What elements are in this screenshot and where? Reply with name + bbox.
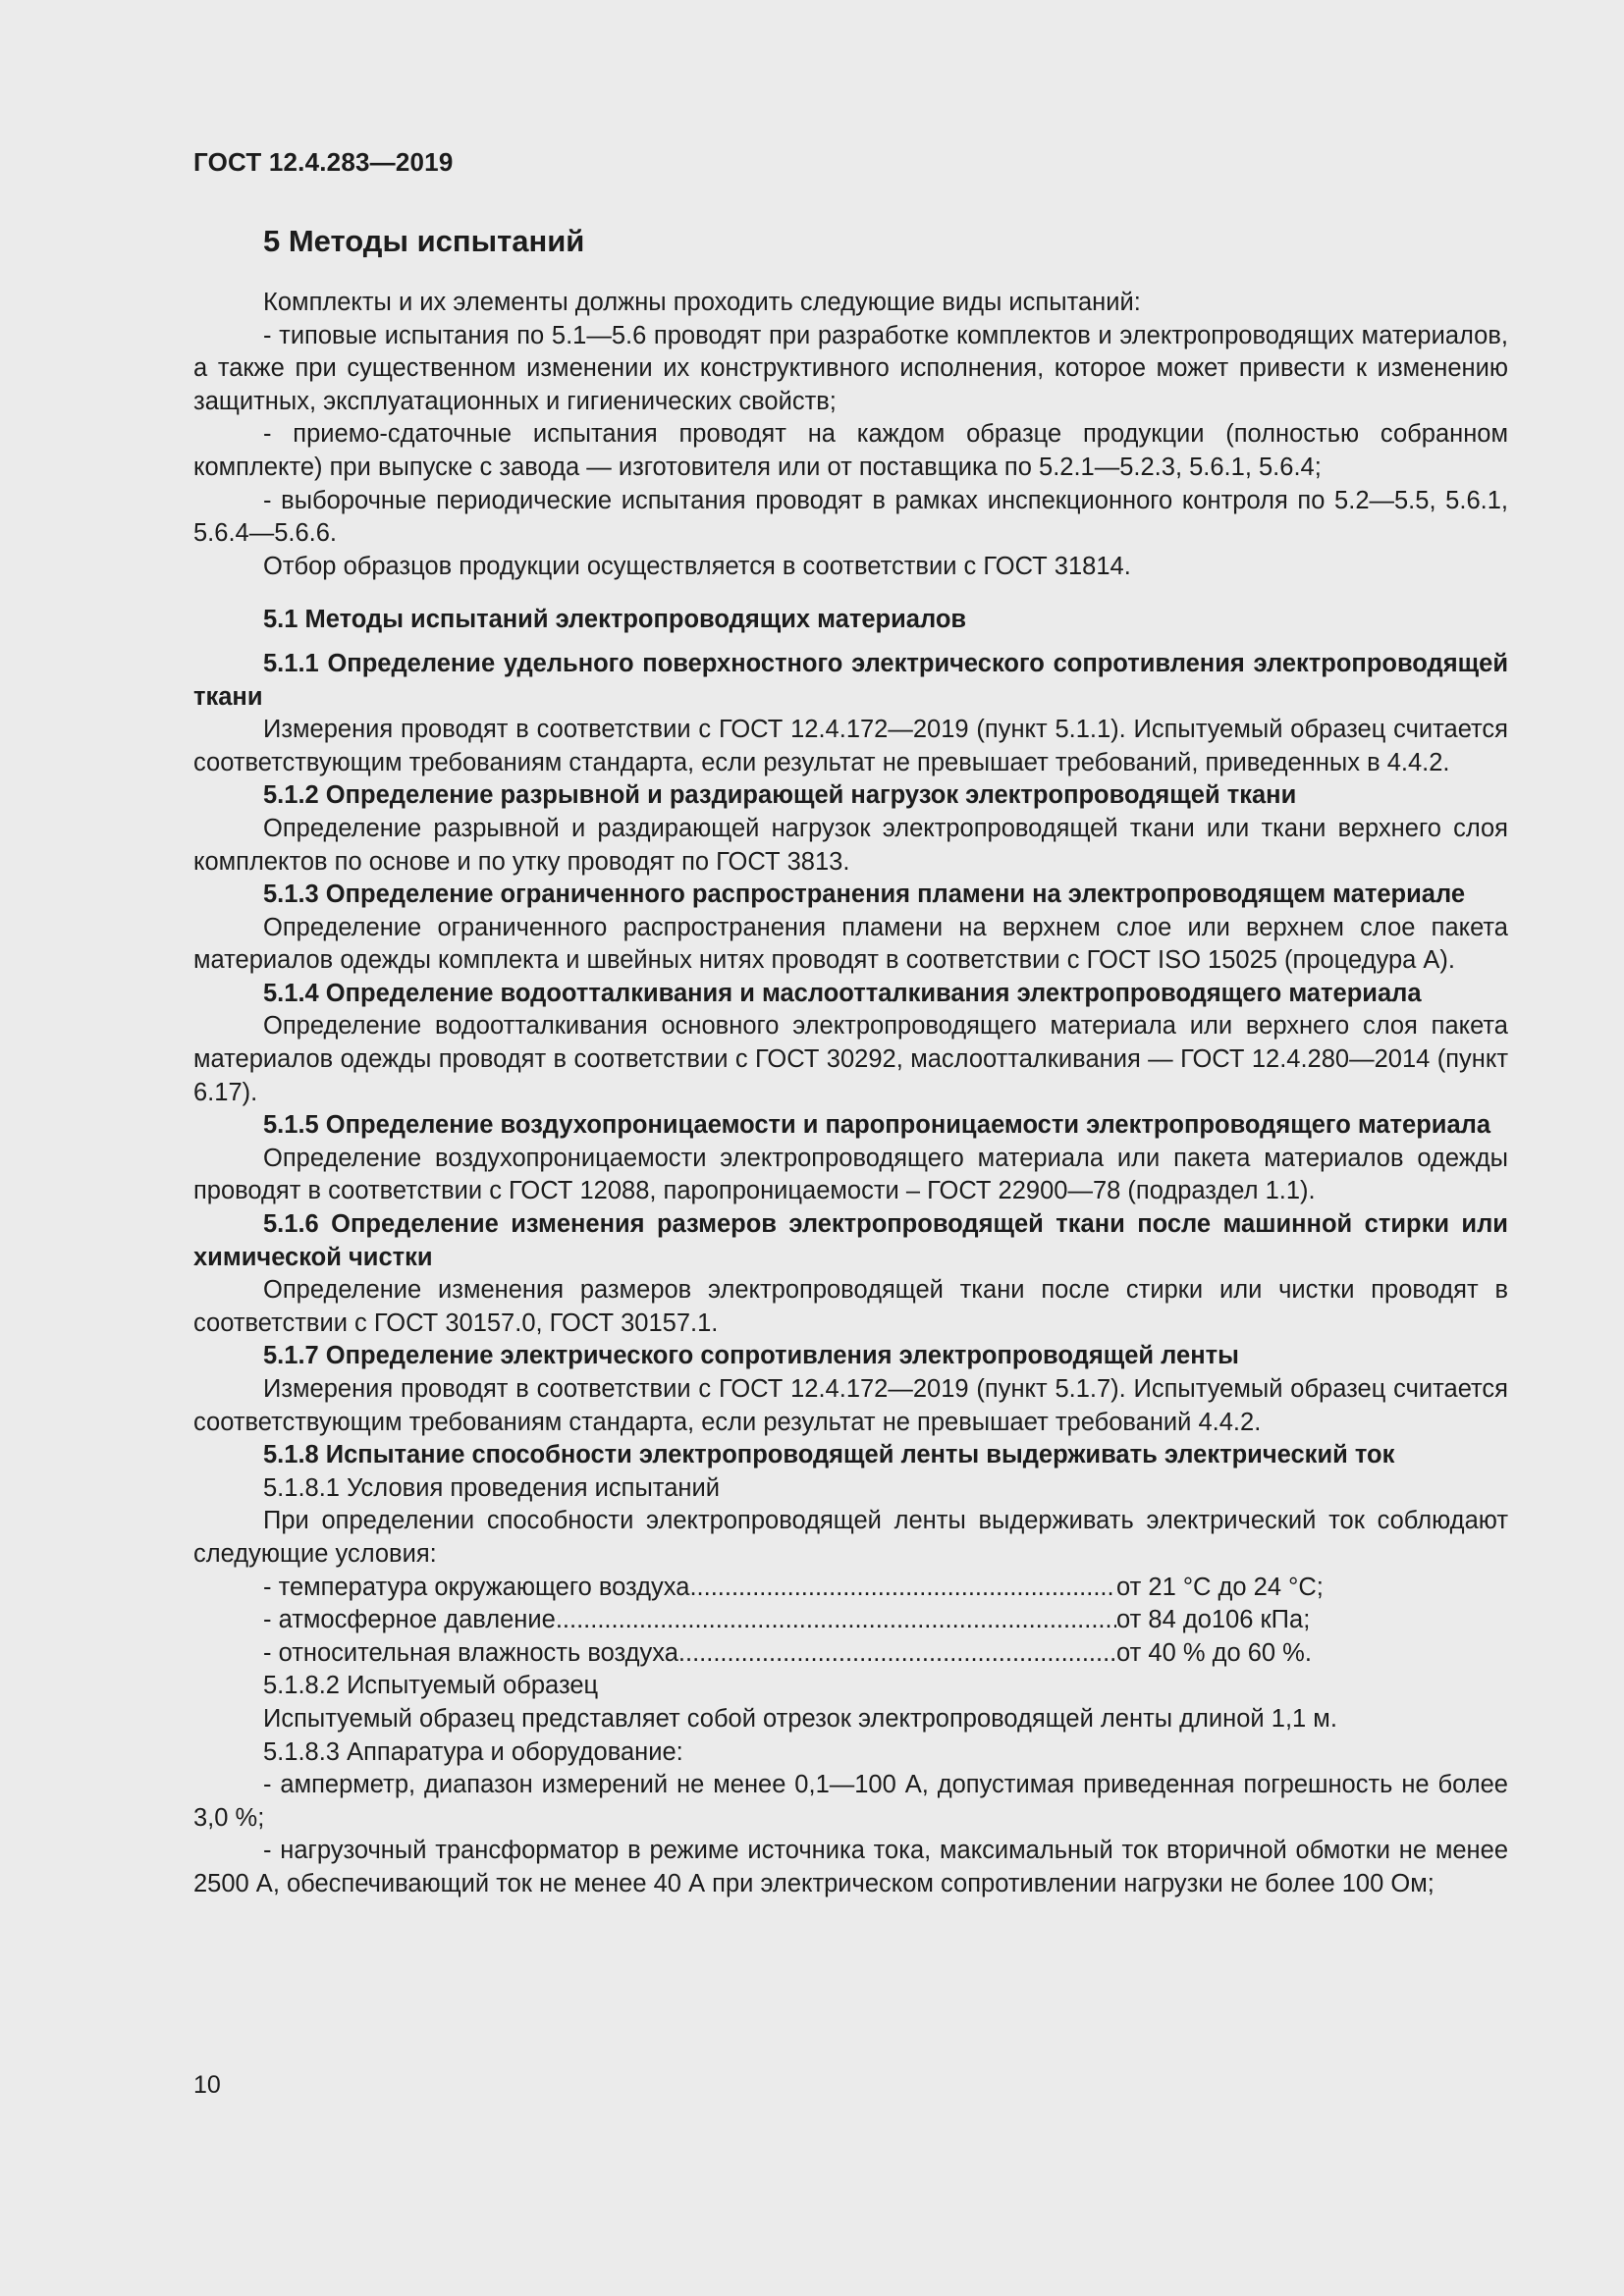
clause-title: 5.1.6 Определение изменения размеров электропроводящей ткани после машинной стирки или химической чистки xyxy=(193,1210,1508,1271)
list-item: - выборочные периодические испытания проводят в рамках инспекционного контроля по 5.2—5.5, 5.6.1, 5.6.4—5.6.6. xyxy=(193,486,1508,548)
condition-value: от 40 % до 60 %. xyxy=(1116,1638,1312,1667)
list-item: - нагрузочный трансформатор в режиме источника тока, максимальный ток вторичной обмотки не менее 2500 А, обеспечивающий ток не менее 40 А при электрическом сопротивлении нагрузки не более 100 Ом; xyxy=(193,1837,1508,1897)
list-item: - амперметр, диапазон измерений не менее 0,1—100 А, допустимая приведенная погрешность не более 3,0 %; xyxy=(193,1771,1508,1832)
condition-label: - относительная влажность воздуха xyxy=(263,1638,678,1667)
clause-body: Определение водоотталкивания основного электропроводящего материала или верхнего слоя пакета материалов одежды проводят в соответствии с ГОСТ 30292, маслоотталкивания — ГОСТ 12.4.280—2014 (пункт 6.17). xyxy=(193,1012,1508,1106)
leader-dots xyxy=(556,1604,1116,1637)
list-item: - приемо-сдаточные испытания проводят на каждом образце продукции (полностью собранном комплекте) при выпуске с завода — изготовителя или от поставщика по 5.2.1—5.2.3, 5.6.1, 5.6.4; xyxy=(193,420,1508,481)
document-body xyxy=(193,220,1508,1901)
clause-body: Испытуемый образец представляет собой отрезок электропроводящей ленты длиной 1,1 м. xyxy=(263,1704,1337,1733)
leader-dots xyxy=(689,1572,1116,1605)
condition-value: от 21 °С до 24 °С; xyxy=(1116,1573,1324,1601)
clause-body: Определение воздухопроницаемости электропроводящего материала или пакета материалов одежды проводят в соответствии с ГОСТ 12088, паропроницаемости – ГОСТ 22900—78 (подраздел 1.1). xyxy=(193,1144,1508,1205)
clause-title: 5.1.2 Определение разрывной и раздирающей нагрузок электропроводящей ткани xyxy=(263,781,1297,810)
condition-row xyxy=(193,1572,1508,1605)
leader-dots xyxy=(678,1637,1116,1671)
clause-body: Измерения проводят в соответствии с ГОСТ 12.4.172—2019 (пункт 5.1.7). Испытуемый образец считается соответствующим требованиям стандарта, если результат не превышает требований 4.4.2. xyxy=(193,1375,1508,1436)
condition-row xyxy=(193,1637,1508,1671)
condition-row xyxy=(193,1604,1508,1637)
section-title: 5 Методы испытаний xyxy=(263,224,585,258)
subclause-title: 5.1.8.3 Аппаратура и оборудование: xyxy=(263,1737,683,1766)
clause-body: Измерения проводят в соответствии с ГОСТ 12.4.172—2019 (пункт 5.1.1). Испытуемый образец считается соответствующим требованиям стандарта, если результат не превышает требований, приведенных в 4.4.2. xyxy=(193,716,1508,776)
subsection-title: 5.1 Методы испытаний электропроводящих материалов xyxy=(263,606,967,634)
clause-title: 5.1.1 Определение удельного поверхностного электрического сопротивления электропроводящей ткани xyxy=(193,649,1508,711)
document-header: ГОСТ 12.4.283—2019 xyxy=(193,147,454,177)
clause-title: 5.1.7 Определение электрического сопротивления электропроводящей ленты xyxy=(263,1342,1239,1370)
subclause-title: 5.1.8.2 Испытуемый образец xyxy=(263,1672,599,1700)
clause-body: При определении способности электропроводящей ленты выдерживать электрический ток соблюдают следующие условия: xyxy=(193,1507,1508,1568)
clause-title: 5.1.3 Определение ограниченного распространения пламени на электропроводящем материале xyxy=(263,881,1466,909)
clause-body: Определение изменения размеров электропроводящей ткани после стирки или чистки проводят в соответствии с ГОСТ 30157.0, ГОСТ 30157.1. xyxy=(193,1276,1508,1337)
condition-label: - атмосферное давление xyxy=(263,1606,556,1634)
subclause-title: 5.1.8.1 Условия проведения испытаний xyxy=(263,1473,720,1502)
page-number: 10 xyxy=(193,2071,221,2099)
list-item: - типовые испытания по 5.1—5.6 проводят при разработке комплектов и электропроводящих материалов, а также при существенном изменении их конструктивного исполнения, которое может привести к изменению защитных, эксплуатационных и гигиенических свойств; xyxy=(193,321,1508,415)
paragraph: Отбор образцов продукции осуществляется в соответствии с ГОСТ 31814. xyxy=(263,552,1131,580)
clause-title: 5.1.5 Определение воздухопроницаемости и паропроницаемости электропроводящего материала xyxy=(263,1111,1491,1140)
clause-body: Определение ограниченного распространения пламени на верхнем слое или верхнем слое пакета материалов одежды комплекта и швейных нитях проводят в соответствии с ГОСТ ISO 15025 (процедура А). xyxy=(193,913,1508,975)
condition-value: от 84 до106 кПа; xyxy=(1116,1606,1311,1634)
clause-title: 5.1.4 Определение водоотталкивания и маслоотталкивания электропроводящего материала xyxy=(263,979,1422,1007)
paragraph: Комплекты и их элементы должны проходить следующие виды испытаний: xyxy=(263,289,1141,316)
clause-body: Определение разрывной и раздирающей нагрузок электропроводящей ткани или ткани верхнего слоя комплектов по основе и по утку проводят по ГОСТ 3813. xyxy=(193,814,1508,876)
condition-label: - температура окружающего воздуха xyxy=(263,1573,690,1601)
clause-title: 5.1.8 Испытание способности электропроводящей ленты выдерживать электрический ток xyxy=(263,1441,1395,1469)
